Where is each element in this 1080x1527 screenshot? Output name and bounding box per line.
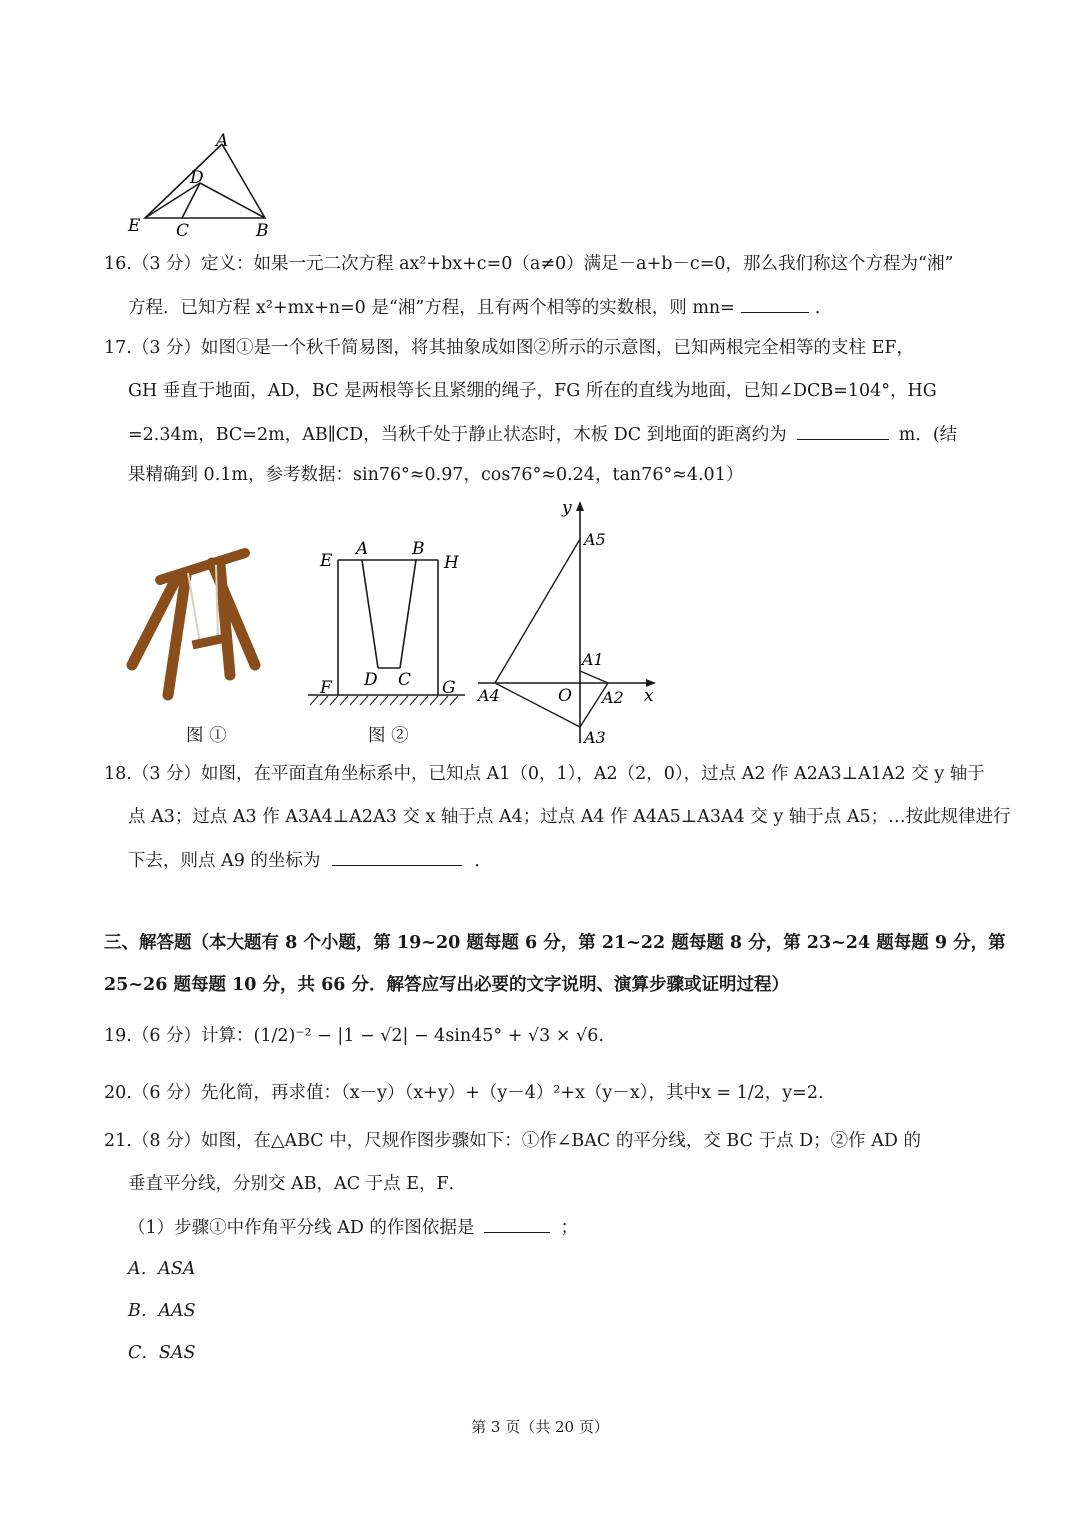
q17-line2: GH 垂直于地面，AD，BC 是两根等长且紧绷的绳子，FG 所在的直线为地面，已知∠DCB=104°，HG — [128, 381, 937, 401]
label-C: C — [176, 221, 190, 240]
q17-line3 — [128, 421, 957, 447]
label-C2: C — [398, 670, 412, 690]
q19-expression: (1/2)⁻² − |1 − √2| − 4sin45° + √3 × √6. — [253, 1026, 604, 1046]
q19 — [104, 1024, 604, 1048]
label-A2: A — [356, 539, 369, 559]
q21-line2: 垂直平分线，分别交 AB，AC 于点 E，F． — [128, 1174, 467, 1194]
q21-line1: 21.（8 分）如图，在△ABC 中，尺规作图步骤如下：①作∠BAC 的平分线，交 BC 于点 D；②作 AD 的 — [104, 1131, 921, 1151]
q21-option-c[interactable]: C．SAS — [128, 1343, 196, 1363]
section3-line1: 三、解答题（本大题有 8 个小题，第 19~20 题每题 6 分，第 21~22 题每题 8 分，第 23~24 题每题 9 分，第 — [104, 933, 1006, 953]
triangle-figure — [120, 128, 280, 240]
label-E: E — [128, 216, 141, 236]
label-y: y — [562, 498, 572, 518]
q20-condition: x = 1/2，y=2. — [700, 1083, 824, 1103]
q18-end: ． — [474, 851, 492, 871]
q18-line1: 18.（3 分）如图，在平面直角坐标系中，已知点 A1（0，1），A2（2，0），过点 A2 作 A2A3⊥A1A2 交 y 轴于 — [104, 764, 985, 784]
q21-sub1-text: （1）步骤①中作角平分线 AD 的作图依据是 — [128, 1218, 475, 1238]
label-A1: A1 — [582, 650, 604, 669]
label-D2: D — [364, 670, 378, 690]
label-D: D — [190, 168, 204, 188]
q16-line2 — [128, 294, 832, 320]
q18-answer-blank[interactable] — [332, 847, 462, 866]
q17-line1: 17.（3 分）如图①是一个秋千简易图，将其抽象成如图②所示的示意图，已知两根完全相等的支柱 EF， — [104, 338, 915, 358]
coordinate-diagram — [470, 495, 670, 750]
q17-line4: 果精确到 0.1m，参考数据：sin76°≈0.97，cos76°≈0.24，tan76°≈4.01） — [128, 465, 744, 485]
label-O: O — [558, 686, 572, 706]
page-footer: 第 3 页（共 20 页） — [471, 1418, 609, 1436]
label-A: A — [216, 131, 229, 151]
q21-option-a[interactable]: A．ASA — [128, 1259, 196, 1279]
q21-sub1 — [128, 1214, 578, 1240]
label-x: x — [644, 686, 654, 706]
label-A4: A4 — [478, 686, 500, 705]
label-H2: H — [444, 553, 459, 573]
swing-diagram — [300, 530, 475, 710]
q17-end: m．(结 — [898, 425, 958, 445]
q16-end: ． — [814, 298, 833, 318]
label-G2: G — [442, 678, 456, 698]
swing-photo — [120, 535, 280, 715]
q17-answer-blank[interactable] — [797, 421, 889, 440]
q16-line1: 16.（3 分）定义：如果一元二次方程 ax²+bx+c=0（a≠0）满足－a+b－c=0，那么我们称这个方程为“湘” — [104, 254, 954, 274]
label-E2: E — [320, 551, 333, 571]
q19-prefix: 19.（6 分）计算： — [104, 1026, 254, 1046]
q16-answer-blank[interactable] — [741, 294, 809, 313]
label-B: B — [256, 221, 269, 240]
label-A3: A3 — [584, 728, 606, 747]
section3-line2: 25~26 题每题 10 分，共 66 分．解答应写出必要的文字说明、演算步骤或证明过程） — [104, 975, 790, 995]
caption-fig1: 图 ① — [186, 726, 227, 746]
q21-answer-blank[interactable] — [484, 1214, 550, 1233]
label-A5: A5 — [584, 530, 606, 549]
label-A2c: A2 — [602, 688, 624, 707]
q18-line2: 点 A3；过点 A3 作 A3A4⊥A2A3 交 x 轴于点 A4；过点 A4 作 A4A5⊥A3A4 交 y 轴于点 A5；…按此规律进行 — [128, 807, 1011, 827]
q20 — [104, 1081, 824, 1105]
q17-text: =2.34m，BC=2m，AB∥CD，当秋千处于静止状态时，木板 DC 到地面的距离约为 — [128, 425, 787, 445]
q18-text: 下去，则点 A9 的坐标为 — [128, 851, 321, 871]
label-F2: F — [320, 678, 332, 698]
q21-sub1-end: ； — [560, 1218, 578, 1238]
caption-fig2: 图 ② — [368, 726, 409, 746]
q21-option-b[interactable]: B．AAS — [128, 1301, 196, 1321]
q20-prefix: 20.（6 分）先化简，再求值：（x－y）（x+y）+（y－4）²+x（y－x），其中 — [104, 1083, 701, 1103]
label-B2: B — [412, 539, 425, 559]
q18-line3 — [128, 847, 492, 873]
q16-text: 方程．已知方程 x²+mx+n=0 是“湘”方程，且有两个相等的实数根，则 mn= — [128, 298, 735, 318]
